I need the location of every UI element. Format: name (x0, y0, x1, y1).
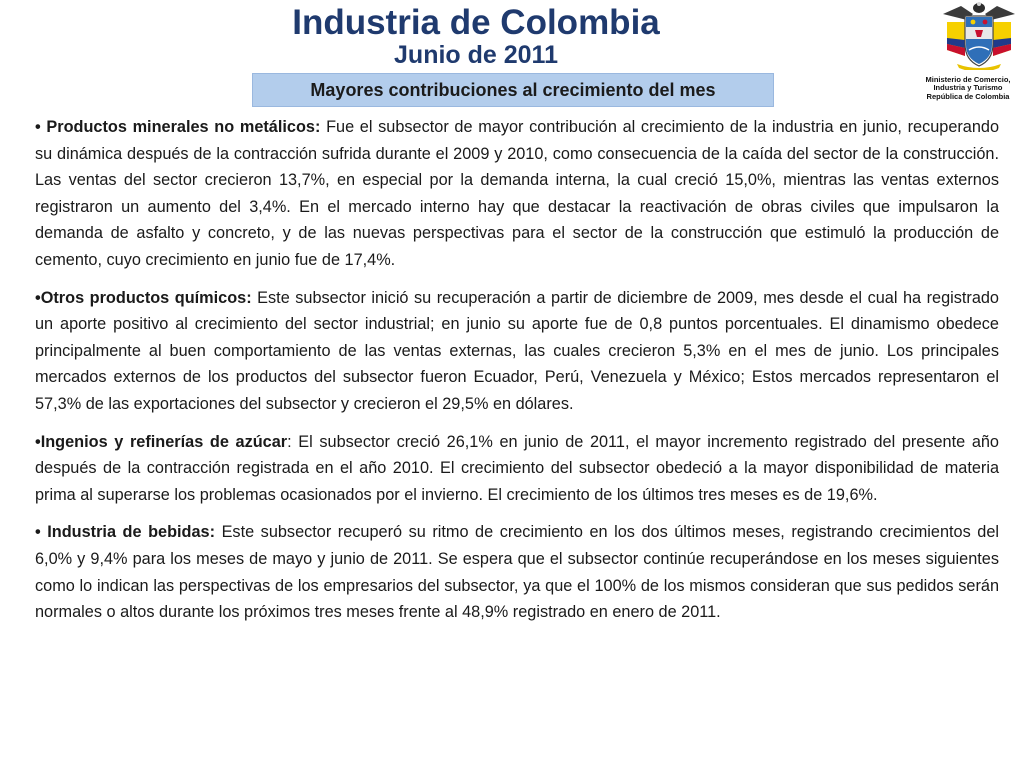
paragraph-lead: Otros productos químicos: (40, 288, 252, 307)
paragraph-text: : El subsector creció 26,1% en junio de 2011, el mayor incremento registrado del presente año después de la contracción registrada en el año 2010. El crecimiento del subsector obedeció a la mayor disponibilidad de materia prima al superarse los problemas ocasionados por el invierno. El crecimiento de los últimos tres meses es de 19,6%. (35, 432, 999, 504)
paragraph-lead: Ingenios y refinerías de azúcar (40, 432, 288, 451)
paragraph-text: Este subsector recuperó su ritmo de crecimiento en los dos últimos meses, registrando crecimientos del 6,0% y 9,4% para los meses de mayo y junio de 2011. Se espera que el subsector continúe recuperándose en los meses siguientes como lo indican las perspectivas de los empresarios del subsector, ya que el 100% de los mismos consideran que sus pedidos serán normales o altos durante los próximos tres meses frente al 48,9% registrado en enero de 2011. (35, 523, 1000, 622)
paragraph-otros-quimicos (35, 285, 999, 418)
bullet: • (35, 432, 41, 451)
ministry-label (912, 76, 1024, 101)
paragraph-productos-minerales (35, 114, 999, 274)
paragraph-industria-bebidas (35, 519, 999, 625)
paragraph-text: Este subsector inició su recuperación a partir de diciembre de 2009, mes desde el cual ha registrado un aporte positivo al crecimiento del sector industrial; en junio su aporte fue de 0,8 puntos porcentuales. El dinamismo obedece principalmente al buen comportamiento de las ventas externas, las cuales crecieron 5,3% en el mes de junio. Los principales mercados externos de los productos del subsector fueron Ecuador, Perú, Venezuela y México; Estos mercados representaron el 57,3% de las exportaciones del subsector y crecieron el 29,5% en dólares. (35, 288, 999, 413)
ministry-line: República de Colombia (926, 91, 1010, 101)
section-title-bar: Mayores contribuciones al crecimiento del mes (252, 73, 774, 107)
paragraph-text: Fue el subsector de mayor contribución al crecimiento de la industria en junio, recuperando su dinámica después de la contracción sufrida durante el 2009 y 2010, como consecuencia de la caída del sector de la construcción. Las ventas del sector crecieron 13,7%, en especial por la demanda interna, la cual creció 15,0%, mientras las ventas externos registraron un aumento del 3,4%. En el mercado interno hay que destacar la reactivación de obras civiles que impulsaron la demanda de asfalto y concreto, y de las nuevas perspectivas para el sector de la construcción que estimuló la producción de cemento, cuyo crecimiento en junio fue de 17,4%. (35, 118, 1000, 269)
page-subtitle: Junio de 2011 (394, 41, 558, 69)
paragraph-ingenios-azucar (35, 429, 999, 509)
colombia-coat-of-arms-icon (937, 0, 1021, 70)
page-title: Industria de Colombia (292, 3, 660, 42)
content-body (35, 114, 999, 626)
bullet: • (35, 523, 41, 542)
paragraph-lead: Industria de bebidas: (47, 523, 216, 542)
bullet: • (35, 118, 41, 136)
ministry-line: Industria y Turismo (933, 83, 1003, 93)
ministry-line: Ministerio de Comercio, (925, 75, 1011, 84)
paragraph-lead: Productos minerales no metálicos: (46, 118, 321, 136)
bullet: • (35, 288, 41, 307)
